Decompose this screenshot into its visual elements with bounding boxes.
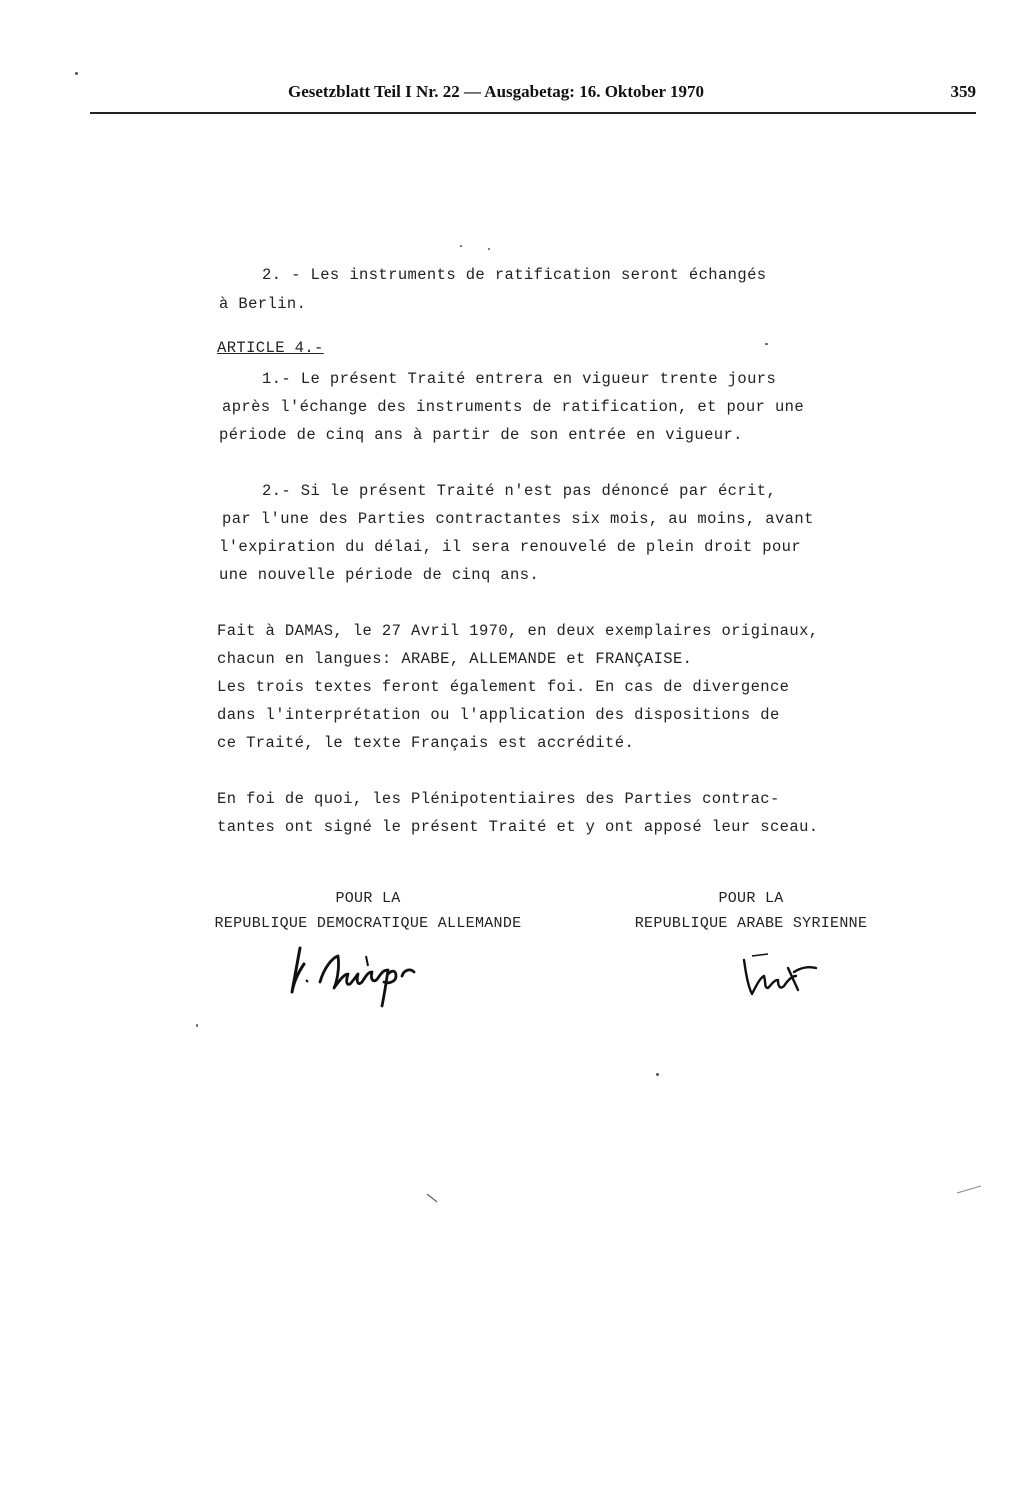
paragraph-line: 2.- Si le présent Traité n'est pas dénoncé par écrit, [262,482,777,500]
closing-line: chacun en langues: ARABE, ALLEMANDE et FRANÇAISE. [217,650,693,668]
signature-gdr [284,940,444,1012]
scan-mark [425,1192,441,1204]
paragraph-line: l'expiration du délai, il sera renouvelé de plein droit pour [219,538,802,556]
scan-speck [196,1024,198,1027]
closing-line: Fait à DAMAS, le 27 Avril 1970, en deux exemplaires originaux, [217,622,819,640]
header-title: Gesetzblatt Teil I Nr. 22 — Ausgabetag: 16. Oktober 1970 [288,82,705,101]
scan-speck [488,248,490,250]
scan-speck [460,245,462,247]
header-rule [90,112,976,114]
paragraph-line: par l'une des Parties contractantes six mois, au moins, avant [222,510,814,528]
paragraph-line: 2. - Les instruments de ratification seront échangés [262,266,767,284]
paragraph-line: 1.- Le présent Traité entrera en vigueur trente jours [262,370,777,388]
scan-speck [765,343,768,345]
signature-syria [738,950,828,1006]
paragraph-line: une nouvelle période de cinq ans. [219,566,540,584]
scan-speck [656,1073,659,1076]
closing-line: En foi de quoi, les Plénipotentiaires des Parties contrac- [217,790,780,808]
signatory-country: REPUBLIQUE DEMOCRATIQUE ALLEMANDE [214,915,522,932]
scan-mark [955,1183,985,1195]
page-header [90,78,976,114]
paragraph-line: à Berlin. [219,295,307,313]
signature-label: POUR LA [335,890,401,907]
scan-speck [75,72,78,75]
closing-line: ce Traité, le texte Français est accrédité. [217,734,635,752]
page-number: 359 [950,82,976,101]
paragraph-line: période de cinq ans à partir de son entrée en vigueur. [219,426,743,444]
signature-label: POUR LA [718,890,784,907]
signature-block-gdr [196,890,540,932]
closing-line: dans l'interprétation ou l'application des dispositions de [217,706,780,724]
signature-block-syria [618,890,884,932]
closing-line: Les trois textes feront également foi. En cas de divergence [217,678,790,696]
closing-line: tantes ont signé le présent Traité et y ont apposé leur sceau. [217,818,819,836]
paragraph-line: après l'échange des instruments de ratification, et pour une [222,398,805,416]
article-heading: ARTICLE 4.- [217,339,324,357]
signatory-country: REPUBLIQUE ARABE SYRIENNE [634,915,868,932]
